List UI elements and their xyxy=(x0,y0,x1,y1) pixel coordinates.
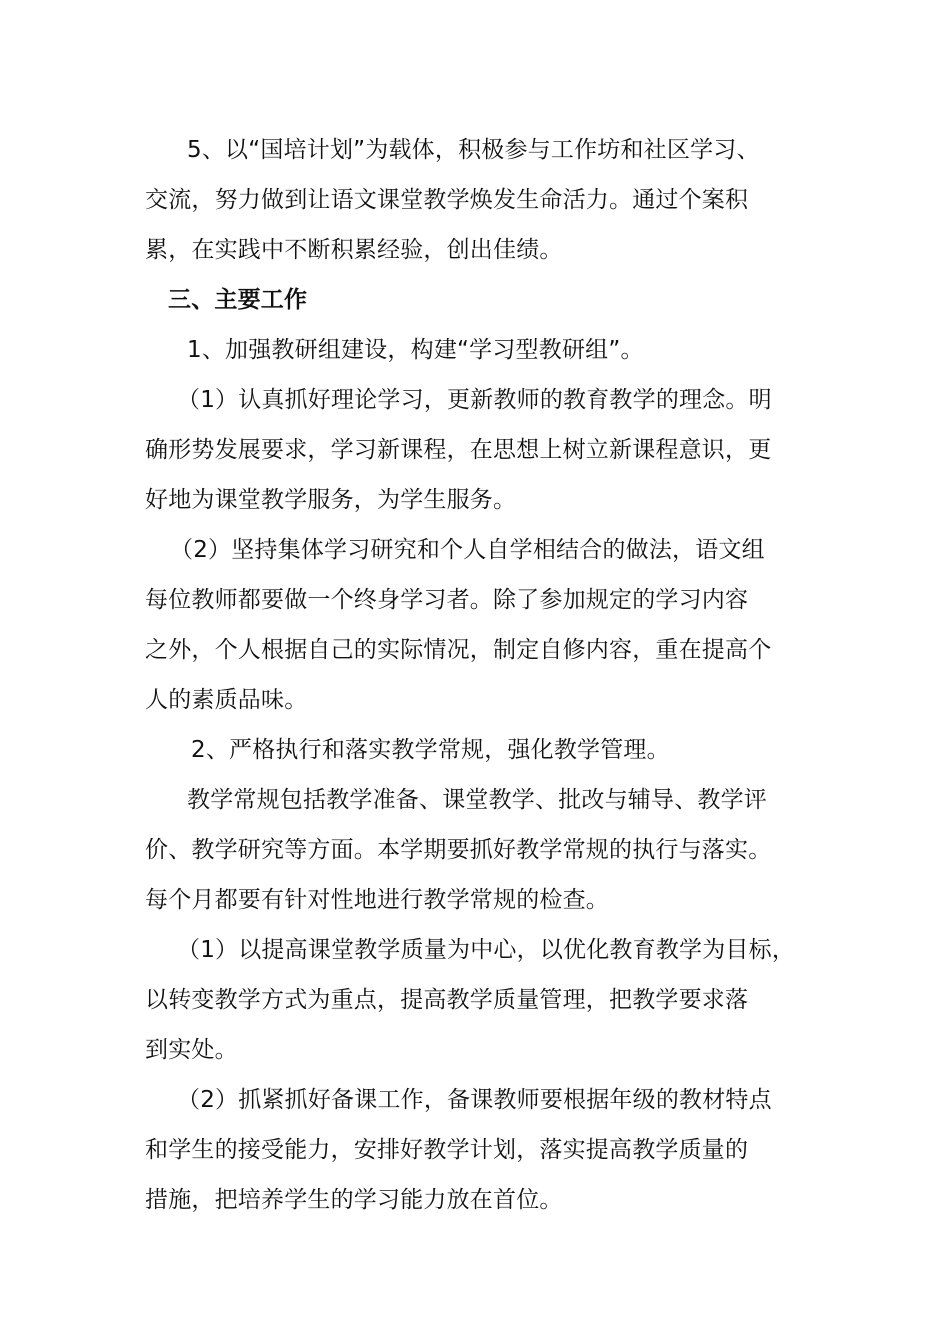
subsection-heading: 2、严格执行和落实教学常规，强化教学管理。 xyxy=(191,737,670,763)
paragraph-line: 确形势发展要求，学习新课程，在思想上树立新课程意识，更 xyxy=(145,437,772,463)
paragraph-line: 交流，努力做到让语文课堂教学焕发生命活力。通过个案积 xyxy=(145,187,749,213)
paragraph-line: 教学常规包括教学准备、课堂教学、批改与辅导、教学评 xyxy=(187,787,767,813)
paragraph-line: 累，在实践中不断积累经验，创出佳绩。 xyxy=(145,237,563,263)
paragraph-line: 和学生的接受能力，安排好教学计划，落实提高教学质量的 xyxy=(145,1137,749,1163)
paragraph-line: 每个月都要有针对性地进行教学常规的检查。 xyxy=(145,887,609,913)
paragraph-line: 人的素质品味。 xyxy=(145,687,308,713)
paragraph-line: （1）认真抓好理论学习，更新教师的教育教学的理念。明 xyxy=(177,387,772,413)
paragraph-line: 到实处。 xyxy=(145,1037,238,1063)
paragraph-line: （2）坚持集体学习研究和个人自学相结合的做法，语文组 xyxy=(170,537,765,563)
paragraph-line: 好地为课堂教学服务，为学生服务。 xyxy=(145,487,517,513)
paragraph-line: 措施，把培养学生的学习能力放在首位。 xyxy=(145,1187,563,1213)
section-heading: 三、主要工作 xyxy=(168,287,308,313)
subsection-heading: 1、加强教研组建设，构建“学习型教研组”。 xyxy=(187,337,644,363)
paragraph-line: 之外，个人根据自己的实际情况，制定自修内容，重在提高个 xyxy=(145,637,772,663)
paragraph-line: （1）以提高课堂教学质量为中心，以优化教育教学为目标， xyxy=(177,937,796,963)
paragraph-line: 每位教师都要做一个终身学习者。除了参加规定的学习内容 xyxy=(145,587,749,613)
paragraph-line: 5、以“国培计划”为载体，积极参与工作坊和社区学习、 xyxy=(187,137,760,163)
paragraph-line: （2）抓紧抓好备课工作，备课教师要根据年级的教材特点 xyxy=(177,1087,772,1113)
paragraph-line: 价、教学研究等方面。本学期要抓好教学常规的执行与落实。 xyxy=(145,837,772,863)
paragraph-line: 以转变教学方式为重点，提高教学质量管理，把教学要求落 xyxy=(145,987,749,1013)
